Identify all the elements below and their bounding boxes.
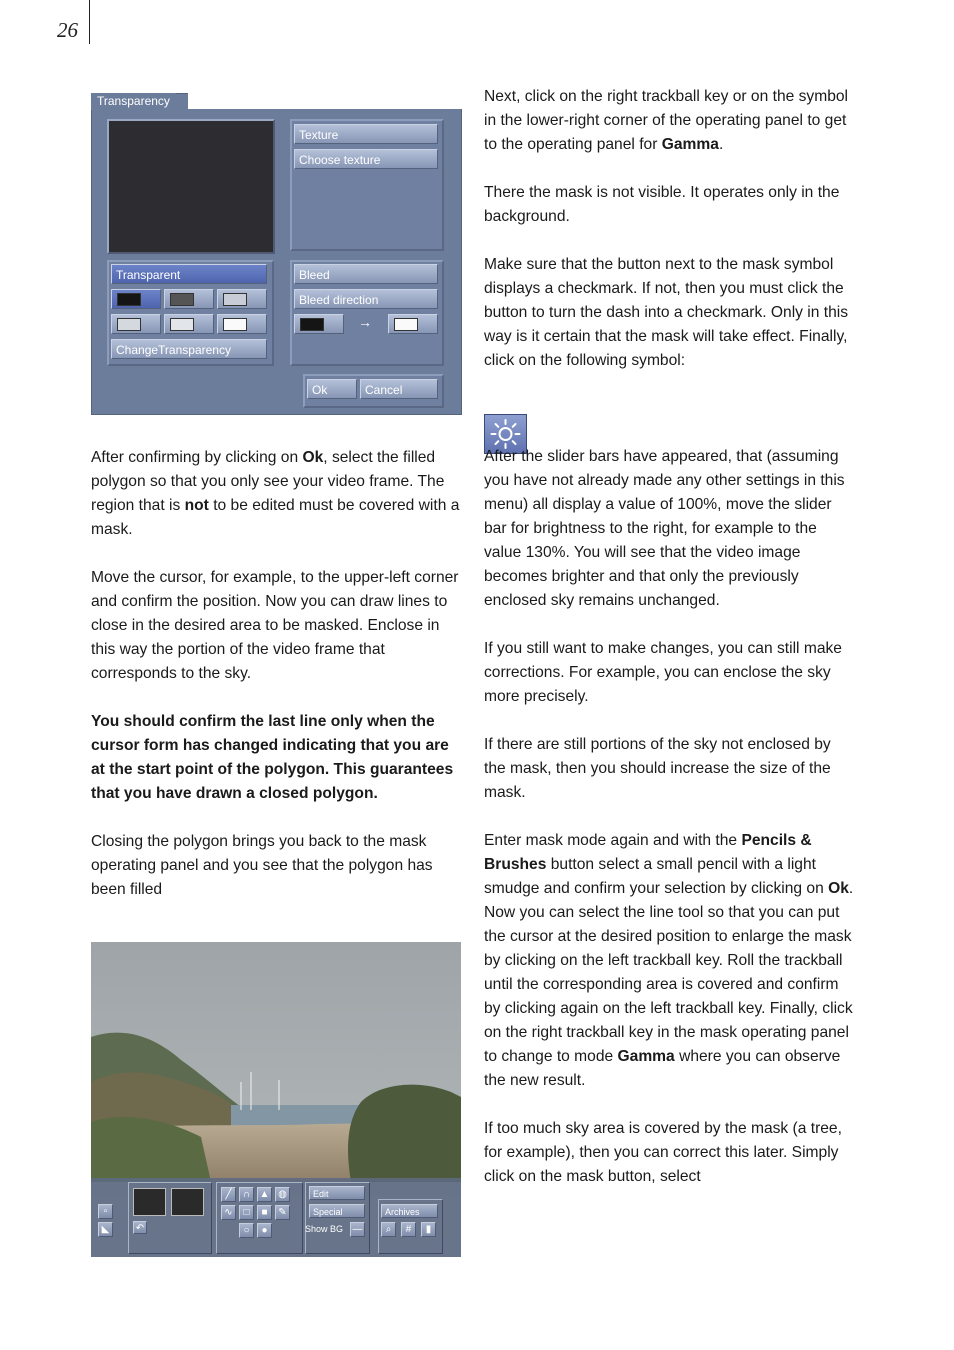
curve-tool-icon[interactable]: ∩ bbox=[239, 1187, 254, 1202]
bold-ok: Ok bbox=[302, 449, 324, 466]
texture-button[interactable]: Texture bbox=[294, 124, 438, 144]
swatch-button-4[interactable] bbox=[111, 314, 161, 334]
foreground-color-swatch[interactable] bbox=[133, 1188, 166, 1216]
cancel-button[interactable]: Cancel bbox=[360, 379, 438, 399]
ok-button[interactable]: Ok bbox=[307, 379, 357, 399]
left-paragraph-4: Closing the polygon brings you back to the mask operating panel and you see that the polygon has been filled bbox=[91, 833, 433, 898]
filled-rect-tool-icon[interactable]: ■ bbox=[257, 1205, 272, 1220]
filled-circle-tool-icon[interactable]: ● bbox=[257, 1223, 272, 1238]
bleed-direction-button[interactable]: Bleed direction bbox=[294, 289, 438, 309]
swatch-dark bbox=[117, 293, 141, 306]
bold-gamma: Gamma bbox=[617, 1048, 675, 1065]
show-bg-label: Show BG bbox=[305, 1224, 344, 1234]
show-bg-toggle[interactable]: — bbox=[350, 1222, 365, 1237]
bold-not: not bbox=[184, 497, 209, 514]
edit-button[interactable]: Edit bbox=[309, 1186, 365, 1200]
right-paragraph-5: If you still want to make changes, you can still make corrections. For example, you can enclose the sky more precisely. bbox=[484, 640, 842, 705]
text-run: After confirming by clicking on bbox=[91, 449, 303, 466]
transparent-button[interactable]: Transparent bbox=[111, 264, 267, 284]
search-icon[interactable]: ⌕ bbox=[381, 1222, 396, 1237]
right-paragraph-2: There the mask is not visible. It operates only in the background. bbox=[484, 184, 840, 225]
swatch-white bbox=[223, 318, 247, 331]
bold-warning: You should confirm the last line only when the cursor form has changed indicating that you are at the start point of the polygon. This guarantees that you have drawn a closed polygon. bbox=[91, 713, 454, 802]
panel-tab-background bbox=[188, 93, 462, 109]
move-icon[interactable]: ◣ bbox=[98, 1222, 113, 1237]
swatch-lighter bbox=[170, 318, 194, 331]
text-run: Enter mask mode again and with the bbox=[484, 832, 742, 849]
grid-icon[interactable]: # bbox=[401, 1222, 416, 1237]
swatch-light bbox=[117, 318, 141, 331]
text-run: to be edited must be covered with a mask. bbox=[91, 497, 460, 538]
text-run: Next, click on the right trackball key or on the symbol in the lower-right corner of the operating panel to get to the operating panel for bbox=[484, 88, 849, 153]
bleed-button[interactable]: Bleed bbox=[294, 264, 438, 284]
levels-icon[interactable]: ▮ bbox=[421, 1222, 436, 1237]
right-paragraph-6: If there are still portions of the sky not enclosed by the mask, then you should increase the size of the mask. bbox=[484, 736, 831, 801]
wave-tool-icon[interactable]: ∿ bbox=[221, 1205, 236, 1220]
right-paragraph-3: Make sure that the button next to the mask symbol displays a checkmark. If not, then you must click the button to turn the dash into a checkmark. Only in this way is it certain that the mask will take effect. Finally, click on the following symbol: bbox=[484, 256, 849, 369]
circle-tool-icon[interactable]: ○ bbox=[239, 1223, 254, 1238]
background-color-swatch[interactable] bbox=[171, 1188, 204, 1216]
bleed-from-button[interactable] bbox=[294, 314, 344, 334]
swatch-button-3[interactable] bbox=[217, 289, 267, 309]
undo-icon[interactable]: ↶ bbox=[133, 1221, 147, 1234]
rect-tool-icon[interactable]: □ bbox=[239, 1205, 254, 1220]
fill-tool-icon[interactable]: ▲ bbox=[257, 1187, 272, 1202]
swatch-light bbox=[223, 293, 247, 306]
text-run: button select a small pencil with a light smudge and confirm your selection by clicking on bbox=[484, 856, 829, 897]
icon-spacer bbox=[484, 397, 856, 445]
line-tool-icon[interactable]: ╱ bbox=[221, 1187, 236, 1202]
pencil-tool-icon[interactable]: ✎ bbox=[275, 1205, 290, 1220]
swatch-white bbox=[394, 318, 418, 331]
mask-toggle-icon[interactable]: ▫ bbox=[98, 1204, 113, 1219]
left-text-column bbox=[91, 446, 463, 926]
transparency-panel bbox=[91, 93, 462, 415]
left-paragraph-1 bbox=[91, 446, 463, 542]
bold-pencils-brushes: Pencils & Brushes bbox=[484, 832, 812, 873]
archives-button[interactable]: Archives bbox=[381, 1204, 438, 1218]
right-paragraph-1 bbox=[484, 85, 856, 157]
text-run: , select the filled polygon so that you only see your video frame. The region that is bbox=[91, 449, 445, 514]
spray-tool-icon[interactable]: ◍ bbox=[275, 1187, 290, 1202]
change-transparency-button[interactable]: ChangeTransparency bbox=[111, 339, 267, 359]
right-paragraph-8: If too much sky area is covered by the mask (a tree, for example), then you can correct this later. Simply click on the mask button, select bbox=[484, 1120, 842, 1185]
arrow-right-icon: → bbox=[358, 314, 372, 330]
bold-gamma: Gamma bbox=[661, 136, 719, 153]
left-paragraph-2: Move the cursor, for example, to the upper-left corner and confirm the position. Now you can draw lines to close in the desired area to be masked. Enclose in this way the portion of the video frame that corresponds to the sky. bbox=[91, 569, 459, 682]
text-run: . Now you can select the line tool so that you can put the cursor at the desired position to enlarge the mask by clicking on the left trackball key. Roll the trackball until the corresponding area is covered and confirm by clicking again on the left trackball key. Finally, click on the right trackball key in the mask operating panel to change to mode bbox=[484, 880, 854, 1065]
swatch-mid bbox=[170, 293, 194, 306]
swatch-button-5[interactable] bbox=[164, 314, 214, 334]
swatch-button-2[interactable] bbox=[164, 289, 214, 309]
page-number: 26 bbox=[57, 18, 78, 42]
text-run: where you can observe the new result. bbox=[484, 1048, 841, 1089]
text-run: . bbox=[718, 136, 724, 153]
video-frame-photo bbox=[91, 942, 461, 1257]
panel-title: Transparency bbox=[91, 93, 176, 110]
swatch-button-1[interactable] bbox=[111, 289, 161, 309]
bleed-to-button[interactable] bbox=[388, 314, 438, 334]
choose-texture-button[interactable]: Choose texture bbox=[294, 149, 438, 169]
right-text-column bbox=[484, 85, 856, 1213]
right-paragraph-7 bbox=[484, 829, 856, 1093]
special-button[interactable]: Special bbox=[309, 1204, 365, 1218]
page-rule bbox=[89, 0, 90, 44]
right-paragraph-4: After the slider bars have appeared, that (assuming you have not already made any other settings in this menu) all display a value of 100%, move the slider bar for brightness to the right, for example to the value 130%. You will see that the video image becomes brighter and that only the previously enclosed sky remains unchanged. bbox=[484, 448, 845, 609]
mask-toolbar bbox=[91, 1178, 461, 1257]
swatch-button-6[interactable] bbox=[217, 314, 267, 334]
texture-preview bbox=[107, 119, 275, 254]
swatch-dark bbox=[300, 318, 324, 331]
bold-ok: Ok bbox=[828, 880, 849, 897]
left-paragraph-3 bbox=[91, 710, 463, 806]
